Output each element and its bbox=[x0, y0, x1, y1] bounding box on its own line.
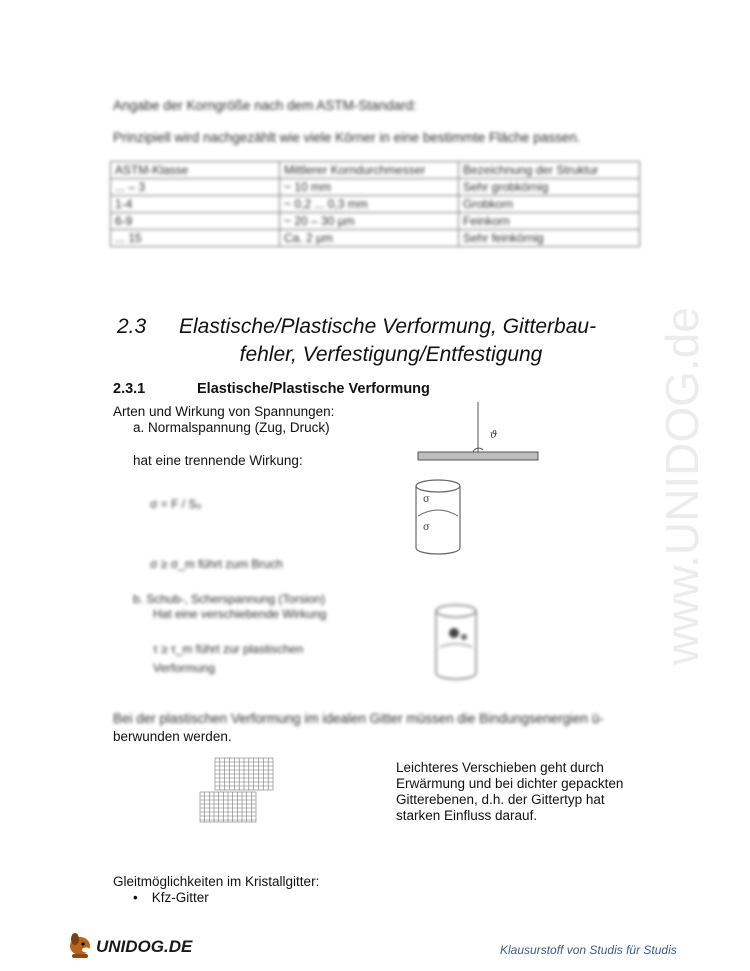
table-header-cell: Mittlerer Korndurchmesser bbox=[280, 162, 459, 179]
table-cell: 1-4 bbox=[111, 196, 280, 213]
table-row bbox=[111, 196, 640, 213]
item-b-line1: b. Schub-, Scherspannung (Torsion) bbox=[133, 592, 326, 606]
tau-line1: τ ≥ τ_m führt zur plastischen bbox=[153, 642, 304, 656]
table-cell: Sehr grobkörnig bbox=[459, 179, 640, 196]
sigma-formula: σ = F / S₀ bbox=[150, 497, 202, 511]
bullet-kfz-text: Kfz-Gitter bbox=[151, 890, 209, 905]
table-header-cell: Bezeichnung der Struktur bbox=[459, 162, 640, 179]
trennend-text: hat eine trennende Wirkung: bbox=[133, 453, 303, 468]
table-cell: ~ 0,2 ... 0,3 mm bbox=[280, 196, 459, 213]
sigma-label: σ bbox=[423, 522, 430, 533]
plastic-text-cont: berwunden werden. bbox=[113, 729, 232, 744]
table-row bbox=[111, 179, 640, 196]
gleit-text: Gleitmöglichkeiten im Kristallgitter: bbox=[113, 874, 320, 889]
intro-line-1: Angabe der Korngröße nach dem ASTM-Standard: bbox=[113, 98, 417, 113]
bruch-text: σ ≥ σ_m führt zum Bruch bbox=[150, 557, 283, 571]
note-line: Erwärmung und bei dichter gepackten bbox=[396, 776, 624, 791]
table-cell: ... 15 bbox=[111, 230, 280, 247]
logo-text: UNIDOG.DE bbox=[96, 937, 193, 956]
lower-lattice-grid bbox=[200, 792, 256, 822]
watermark-text: www.UNIDOG.de bbox=[656, 307, 708, 665]
arten-text: Arten und Wirkung von Spannungen: bbox=[113, 404, 335, 419]
surface-plate bbox=[418, 452, 538, 460]
section-title-line1: Elastische/Plastische Verformung, Gitterbau- bbox=[179, 315, 597, 338]
unidog-logo bbox=[66, 926, 196, 962]
item-b-line2: Hat eine verschiebende Wirkung bbox=[153, 607, 327, 621]
footer-tagline: Klausurstoff von Studis für Studis bbox=[500, 943, 677, 957]
table-cell: Sehr feinkörnig bbox=[459, 230, 640, 247]
subsection-heading bbox=[113, 381, 430, 397]
section-heading bbox=[117, 313, 647, 369]
lattice-shift-diagram bbox=[195, 756, 305, 826]
table-cell: Ca. 2 µm bbox=[280, 230, 459, 247]
table-cell: Grobkorn bbox=[459, 196, 640, 213]
section-title-line2: fehler, Verfestigung/Entfestigung bbox=[239, 343, 543, 366]
table-row bbox=[111, 213, 640, 230]
table-header-row bbox=[111, 162, 640, 179]
table-cell: ~ 10 mm bbox=[280, 179, 459, 196]
angle-symbol: ϑ bbox=[490, 430, 498, 441]
intro-line-2: Prinzipiell wird nachgezählt wie viele Körner in eine bestimmte Fläche passen. bbox=[113, 130, 581, 145]
sigma-label: σ bbox=[423, 494, 430, 505]
table-cell: ... – 3 bbox=[111, 179, 280, 196]
astm-grain-table bbox=[110, 161, 640, 247]
subsection-number: 2.3.1 bbox=[113, 381, 146, 397]
normal-stress-diagram bbox=[410, 400, 550, 470]
table-cell: 6-9 bbox=[111, 213, 280, 230]
note-line: Leichteres Verschieben geht durch bbox=[396, 760, 604, 775]
plastic-text: Bei der plastischen Verformung im idealen Gitter müssen die Bindungsenergien ü- bbox=[113, 711, 604, 726]
dog-icon bbox=[70, 933, 90, 958]
bullet-symbol: • bbox=[133, 890, 138, 905]
item-a-text: a. Normalspannung (Zug, Druck) bbox=[133, 420, 330, 435]
upper-lattice-grid bbox=[215, 758, 273, 790]
note-line: Gitterebenen, d.h. der Gittertyp hat bbox=[396, 792, 605, 807]
table-row bbox=[111, 230, 640, 247]
tau-line2: Verformung bbox=[153, 661, 216, 675]
subsection-title: Elastische/Plastische Verformung bbox=[197, 381, 430, 397]
bullet-kfz bbox=[133, 890, 209, 906]
cylinder-torsion-diagram bbox=[428, 603, 488, 681]
note-line: starken Einfluss darauf. bbox=[396, 808, 538, 823]
cylinder-tension-diagram bbox=[410, 478, 470, 558]
table-cell: ~ 20 – 30 µm bbox=[280, 213, 459, 230]
table-cell: Feinkorn bbox=[459, 213, 640, 230]
table-header-cell: ASTM-Klasse bbox=[111, 162, 280, 179]
section-number: 2.3 bbox=[117, 315, 147, 338]
